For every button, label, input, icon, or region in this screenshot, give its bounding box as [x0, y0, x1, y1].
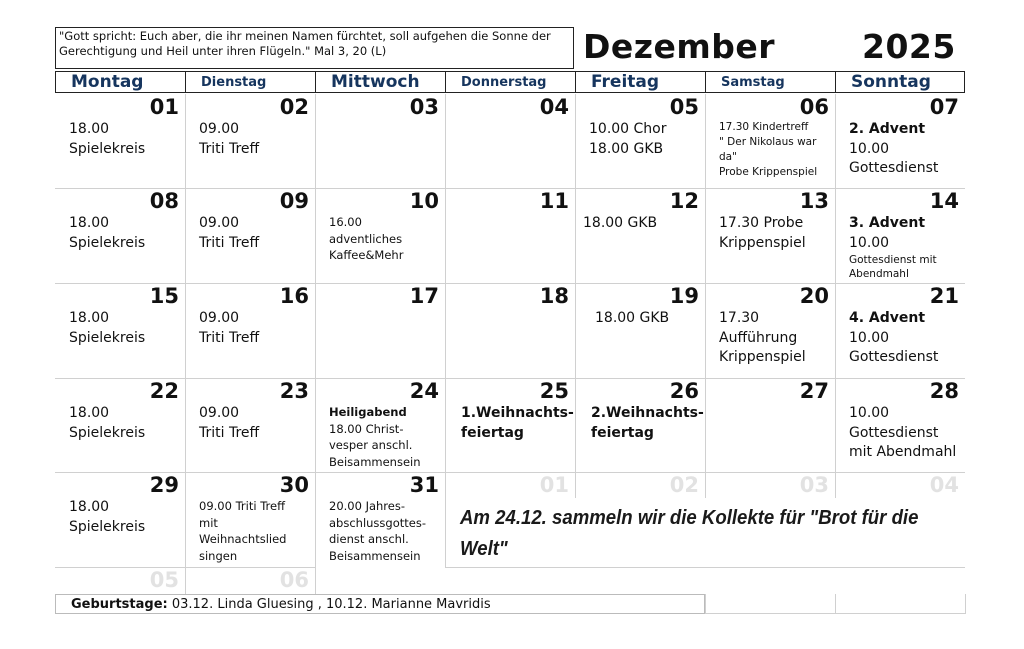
year-title: 2025 [862, 27, 956, 66]
next-month-day-number: 01 [539, 473, 569, 497]
day-events [329, 404, 441, 470]
day-cell [55, 472, 185, 567]
day-events [199, 309, 311, 348]
day-cell [185, 472, 315, 567]
day-number: 15 [149, 284, 179, 308]
day-events [69, 404, 181, 443]
day-cell [55, 188, 185, 283]
day-number: 22 [149, 379, 179, 403]
event-title: Heiligabend [329, 405, 407, 419]
event-text: 10.00 Gottesdienst [849, 140, 939, 176]
event-text: 18.00 Spielekreis [69, 405, 146, 441]
weekday-sonntag: Sonntag [835, 71, 965, 93]
event-text: 18.00 Spielekreis [69, 121, 146, 157]
event-text: 18.00 Christ- vesper anschl. Beisammensein [329, 421, 421, 469]
day-cell [575, 378, 705, 472]
day-events [719, 120, 831, 180]
next-month-cell [445, 472, 575, 498]
weekday-dienstag: Dienstag [185, 71, 315, 93]
day-events [329, 498, 441, 564]
day-events [199, 120, 311, 159]
event-title: 1.Weihnachts- feiertag [461, 405, 574, 441]
day-cell [315, 188, 445, 283]
next-month-cell [835, 472, 965, 498]
event-title: 2. Advent [849, 121, 926, 137]
weekday-mittwoch: Mittwoch [315, 71, 445, 93]
day-cell [315, 472, 445, 567]
event-text: 18.00 GKB [595, 310, 670, 326]
day-events [849, 309, 961, 368]
birthdays-line [55, 594, 705, 614]
event-text: 18.00 Spielekreis [69, 499, 146, 535]
day-number: 03 [409, 95, 439, 119]
weekday-freitag: Freitag [575, 71, 705, 93]
grid-line [705, 594, 706, 614]
day-number: 12 [669, 189, 699, 213]
day-events [719, 214, 831, 253]
day-cell [575, 283, 705, 378]
day-cell [705, 378, 835, 472]
day-events [719, 309, 831, 368]
day-number: 20 [799, 284, 829, 308]
day-cell [315, 378, 445, 472]
day-number: 16 [279, 284, 309, 308]
day-cell [55, 94, 185, 188]
day-number: 18 [539, 284, 569, 308]
day-number: 26 [669, 379, 699, 403]
grid-line [835, 594, 836, 614]
event-text: 09.00 Triti Treff [199, 215, 260, 251]
day-events [69, 498, 181, 537]
weekday-montag: Montag [55, 71, 185, 93]
day-number: 07 [929, 95, 959, 119]
day-events [69, 309, 181, 348]
grid-line [965, 594, 966, 614]
day-events [849, 214, 961, 280]
event-extra: Gottesdienst mit Abendmahl [849, 254, 937, 280]
day-cell [185, 283, 315, 378]
day-events [583, 214, 701, 234]
day-number: 30 [279, 473, 309, 497]
day-number: 04 [539, 95, 569, 119]
event-text: 10.00 [849, 234, 890, 251]
day-number: 29 [149, 473, 179, 497]
day-cell [705, 283, 835, 378]
event-text: 09.00 Triti Treff [199, 121, 260, 157]
event-title: 4. Advent [849, 310, 926, 326]
event-text: 16.00 adventliches Kaffee&Mehr [329, 215, 404, 262]
day-number: 31 [409, 473, 439, 497]
day-cell [445, 378, 575, 472]
day-number: 14 [929, 189, 959, 213]
next-month-cell [185, 567, 315, 593]
day-events [329, 214, 441, 264]
day-number: 05 [669, 95, 699, 119]
day-events [849, 404, 961, 463]
next-month-day-number: 06 [279, 568, 309, 592]
next-month-day-number: 04 [929, 473, 959, 497]
day-cell [835, 283, 965, 378]
day-events [199, 214, 311, 253]
day-number: 01 [149, 95, 179, 119]
event-text: 10.00 Gottesdienst mit Abendmahl [849, 405, 957, 460]
day-events [461, 404, 574, 443]
collection-note: Am 24.12. sammeln wir die Kollekte für "Brot für die Welt" [460, 507, 919, 560]
weekday-samstag: Samstag [705, 71, 835, 93]
day-cell [185, 94, 315, 188]
birthdays-text: 03.12. Linda Gluesing , 10.12. Marianne Mavridis [167, 597, 491, 612]
day-number: 17 [409, 284, 439, 308]
bible-verse: "Gott spricht: Euch aber, die ihr meinen Namen fürchtet, soll aufgehen die Sonne der Gerechtigung und Heil unter ihren Flügeln." Mal 3, 20 (L) [55, 27, 574, 69]
next-month-day-number: 02 [669, 473, 699, 497]
day-number: 09 [279, 189, 309, 213]
next-month-cell [55, 567, 185, 593]
event-text: 10.00 Gottesdienst [849, 329, 939, 365]
day-events [199, 498, 311, 564]
day-number: 24 [409, 379, 439, 403]
day-cell [55, 283, 185, 378]
day-events [69, 214, 181, 253]
next-month-cell [705, 472, 835, 498]
event-text: 09.00 Triti Treff [199, 310, 260, 346]
day-cell [185, 378, 315, 472]
day-number: 23 [279, 379, 309, 403]
grid-line [315, 567, 316, 594]
day-events [849, 120, 961, 179]
event-text: 17.30 Probe Krippenspiel [719, 215, 806, 251]
day-number: 06 [799, 95, 829, 119]
grid-line [705, 613, 965, 614]
day-events [199, 404, 311, 443]
day-number: 25 [539, 379, 569, 403]
next-month-day-number: 05 [149, 568, 179, 592]
day-cell [835, 94, 965, 188]
event-text: 20.00 Jahres- abschlussgottes- dienst anschl. Beisammensein [329, 499, 426, 563]
day-cell [315, 283, 445, 378]
day-number: 13 [799, 189, 829, 213]
day-cell [445, 94, 575, 188]
day-number: 08 [149, 189, 179, 213]
day-cell [55, 378, 185, 472]
event-text: 18.00 GKB [583, 215, 658, 231]
day-cell [445, 188, 575, 283]
grid-line [445, 567, 965, 568]
day-cell [705, 94, 835, 188]
event-text: 17.30 Kindertreff " Der Nikolaus war da" Probe Krippenspiel [719, 121, 818, 178]
event-text: 09.00 Triti Treff mit Weihnachtslied singen [199, 499, 287, 563]
day-number: 19 [669, 284, 699, 308]
day-cell [705, 188, 835, 283]
day-events [69, 120, 181, 159]
day-cell [315, 94, 445, 188]
month-title: Dezember [583, 27, 776, 66]
day-cell [835, 188, 965, 283]
day-number: 02 [279, 95, 309, 119]
event-text: 18.00 Spielekreis [69, 310, 146, 346]
day-cell [575, 94, 705, 188]
day-cell [835, 378, 965, 472]
birthdays-label: Geburtstage: [71, 597, 168, 612]
day-events [591, 404, 704, 443]
day-events [595, 309, 701, 329]
day-number: 21 [929, 284, 959, 308]
event-text: 09.00 Triti Treff [199, 405, 260, 441]
event-text: 10.00 Chor 18.00 GKB [589, 121, 667, 157]
next-month-day-number: 03 [799, 473, 829, 497]
event-title: 2.Weihnachts- feiertag [591, 405, 704, 441]
event-text: 18.00 Spielekreis [69, 215, 146, 251]
day-number: 28 [929, 379, 959, 403]
day-cell [575, 188, 705, 283]
next-month-cell [575, 472, 705, 498]
weekday-donnerstag: Donnerstag [445, 71, 575, 93]
event-title: 3. Advent [849, 215, 926, 231]
event-text: 17.30 Aufführung Krippenspiel [719, 310, 806, 365]
day-events [589, 120, 701, 159]
day-cell [445, 283, 575, 378]
day-number: 10 [409, 189, 439, 213]
day-cell [185, 188, 315, 283]
day-number: 11 [539, 189, 569, 213]
day-number: 27 [799, 379, 829, 403]
